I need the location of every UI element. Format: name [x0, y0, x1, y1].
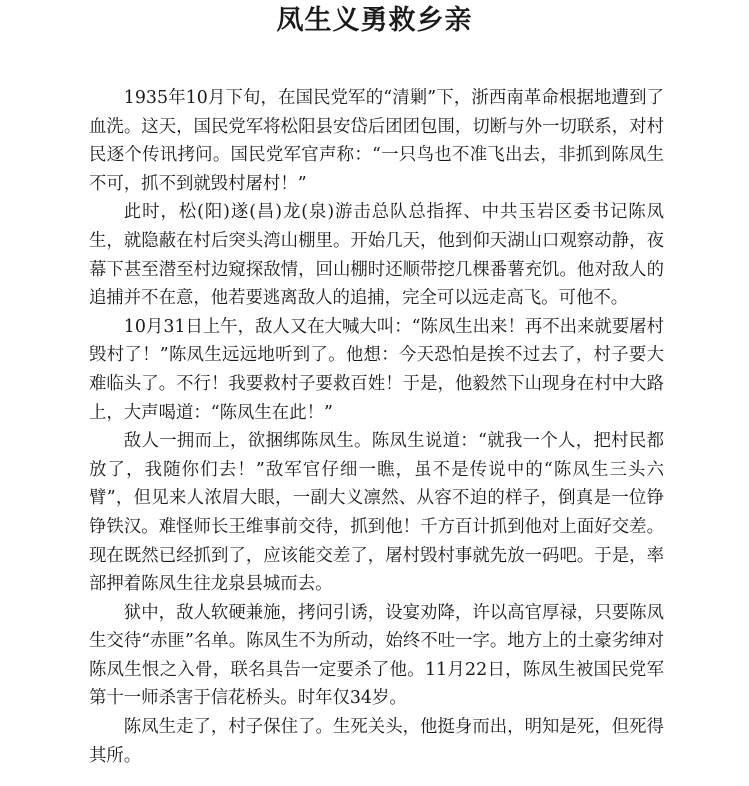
paragraph: 此时，松(阳)遂(昌)龙(泉)游击总队总指挥、中共玉岩区委书记陈凤生，就隐蔽在村后突头湾山棚里。开始几天，他到仰天湖山口观察动静，夜幕下甚至潜至村边窥探敌情，回山棚时还顺带挖几棵番薯充饥。他对敌人的追捕并不在意，他若要逃离敌人的追捕，完全可以远走高飞。可他不。: [89, 202, 664, 309]
paragraph: 敌人一拥而上，欲捆绑陈凤生。陈凤生说道：“就我一个人，把村民都放了，我随你们去！”敌军官仔细一瞧，虽不是传说中的“陈凤生三头六臂”，但见来人浓眉大眼，一副大义凛然、从容不迫的样子，倒真是一位铮铮铁汉。难怪师长王维事前交待，抓到他！千方百计抓到他对上面好交差。现在既然已经抓到了，应该能交差了，屠村毁村事就先放一码吧。于是，率部押着陈凤生往龙泉县城而去。: [89, 431, 664, 595]
article-title: 凤生义勇救乡亲: [276, 5, 473, 36]
paragraph: 10月31日上午，敌人又在大喊大叫：“陈凤生出来！再不出来就要屠村毁村了！”陈凤生远远地听到了。他想：今天恐怕是挨不过去了，村子要大难临头了。不行！我要救村子要救百姓！于是，他毅然下山现身在村中大路上，大声喝道：“陈凤生在此！”: [89, 316, 664, 423]
paragraph: 狱中，敌人软硬兼施，拷问引诱，设宴劝降，许以高官厚禄，只要陈凤生交待“赤匪”名单。陈凤生不为所动，始终不吐一字。地方上的土豪劣绅对陈凤生恨之入骨，联名具告一定要杀了他。11月22日，陈凤生被国民党军第十一师杀害于信花桥头。时年仅34岁。: [89, 602, 664, 709]
article-body: [89, 84, 664, 770]
paragraph: 陈凤生走了，村子保住了。生死关头，他挺身而出，明知是死，但死得其所。: [89, 717, 664, 766]
paragraph: 1935年10月下旬，在国民党军的“清剿”下，浙西南革命根据地遭到了血洗。这天，国民党军将松阳县安岱后团团包围，切断与外一切联系，对村民逐个传讯拷问。国民党军官声称：“一只鸟也不准飞出去，非抓到陈凤生不可，抓不到就毁村屠村！”: [89, 88, 664, 194]
